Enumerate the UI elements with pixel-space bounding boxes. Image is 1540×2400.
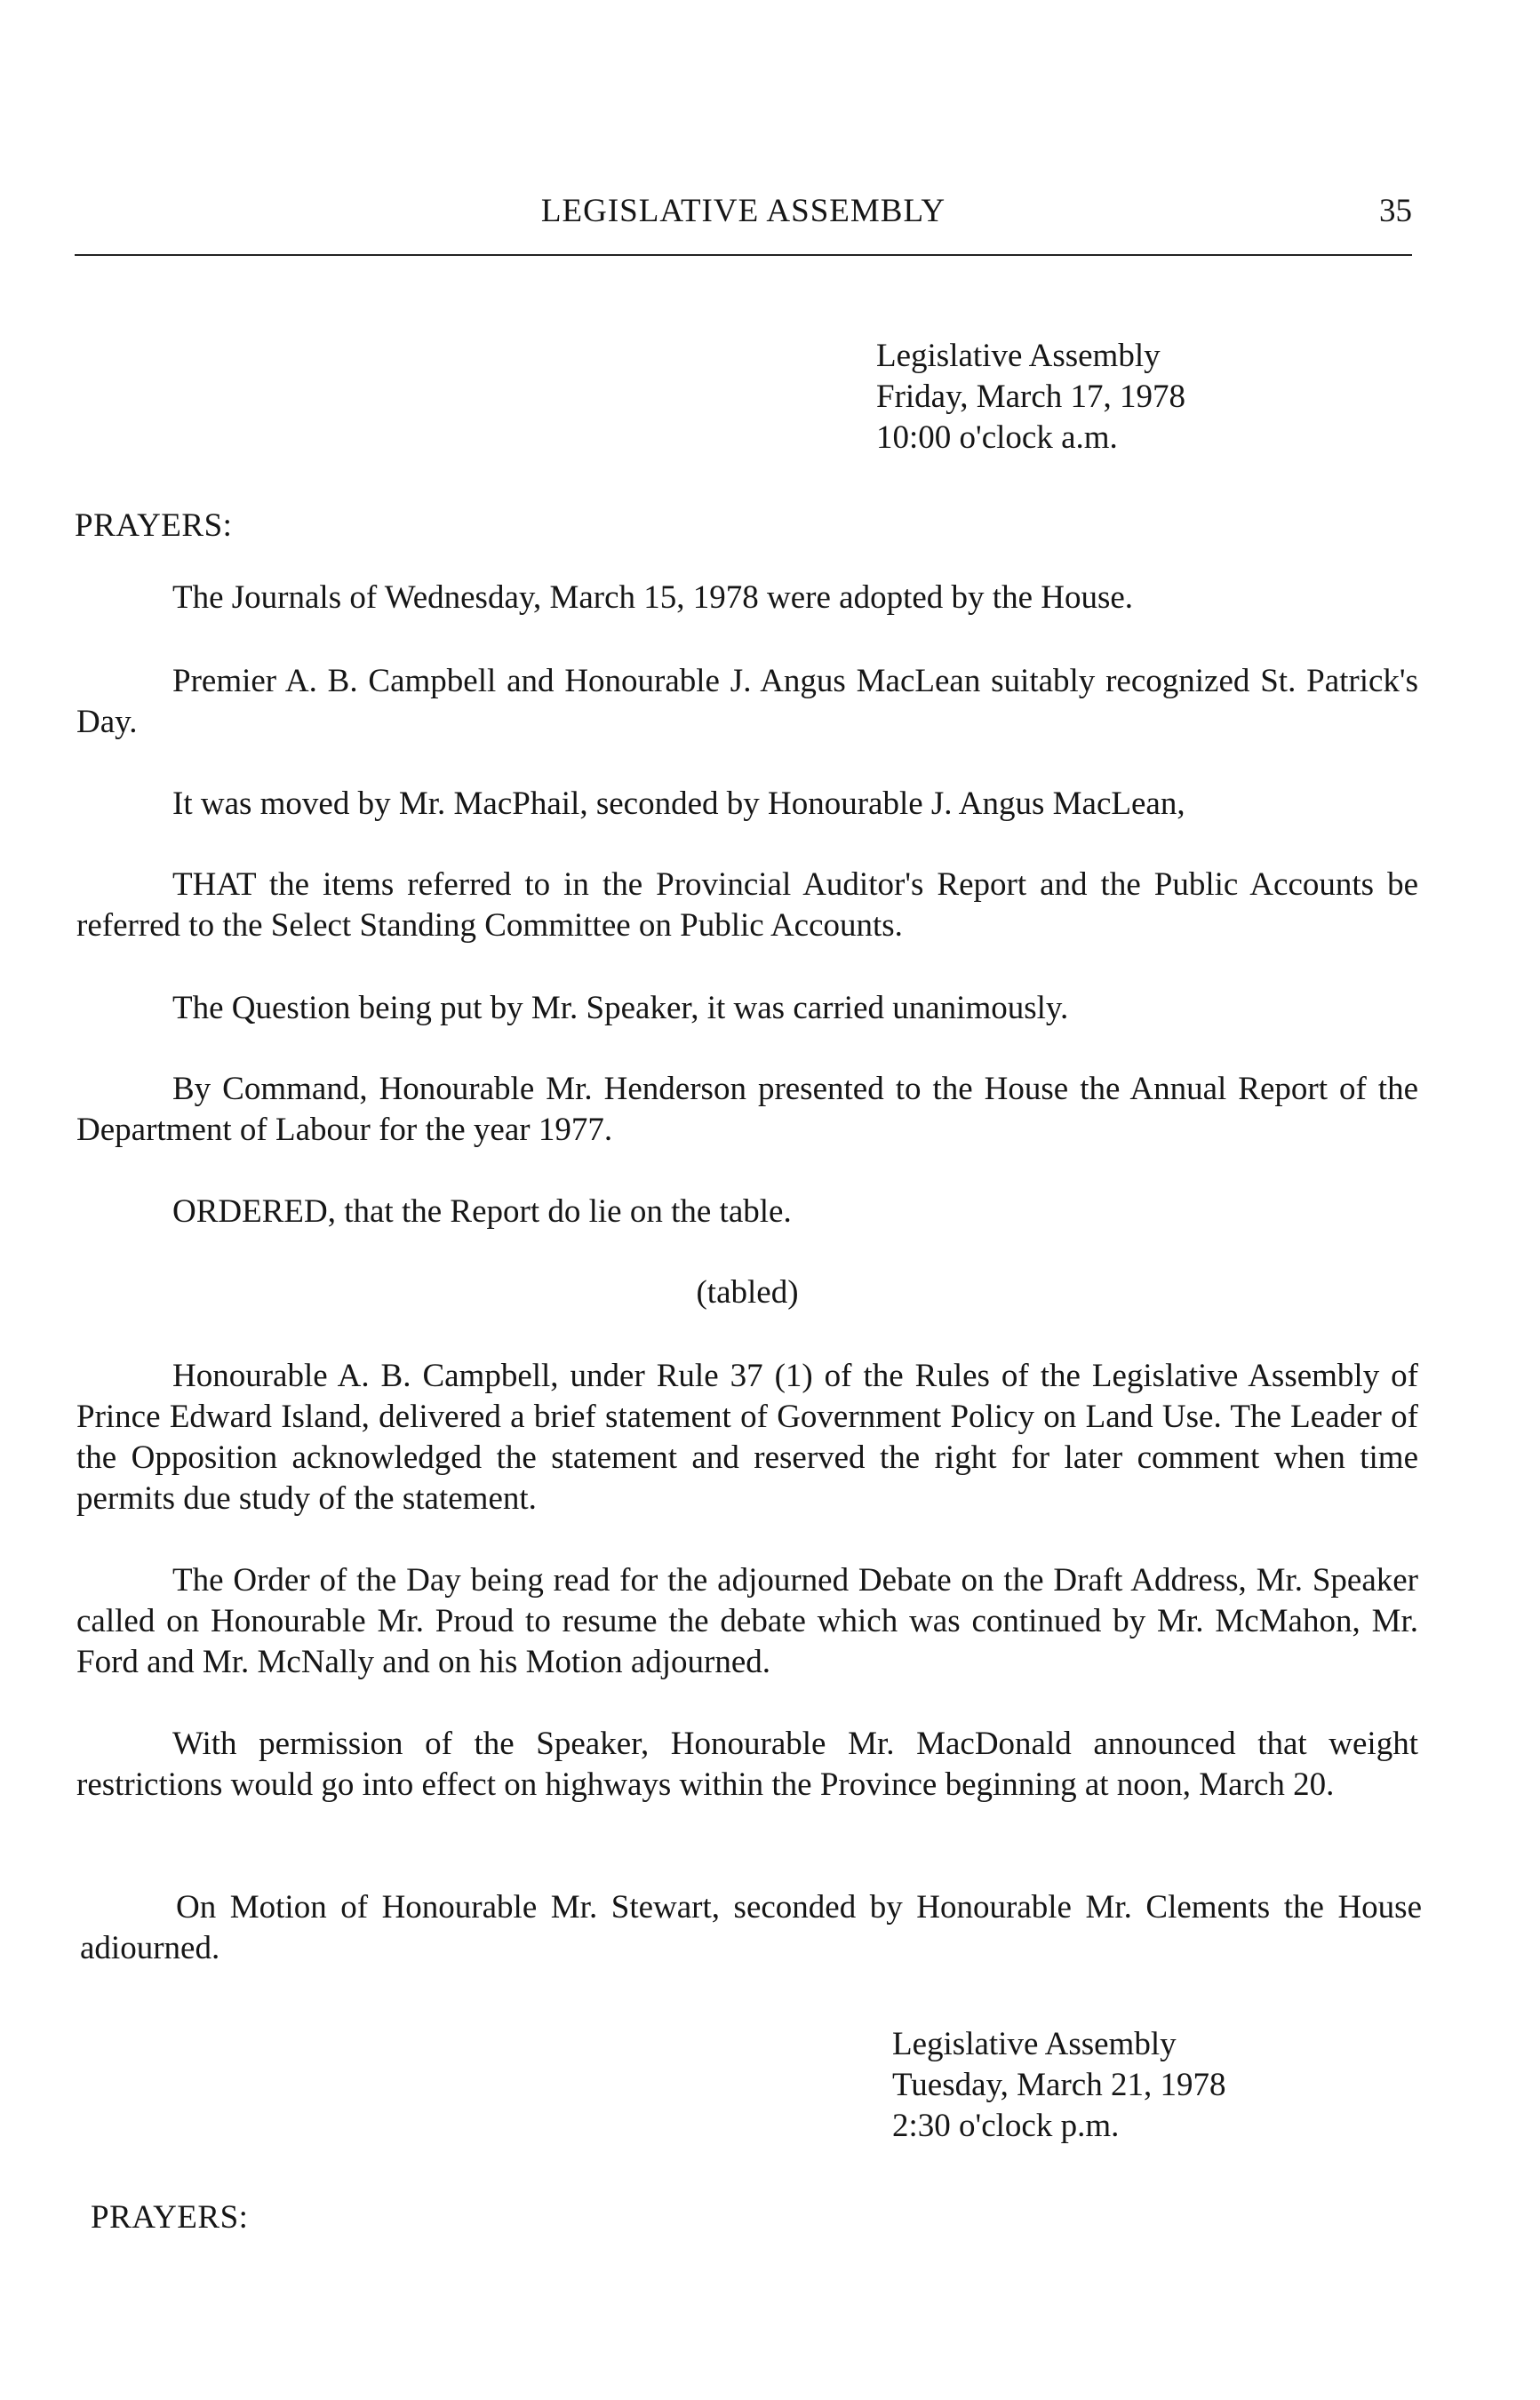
page-header [75,188,1412,235]
session-block-tuesday [892,2024,1225,2147]
paragraph-motion-text: THAT the items referred to in the Provincial Auditor's Report and the Public Accounts be referred to the Select Standing Committee on Public Accounts. [76,866,1418,944]
session-block-friday [876,336,1185,458]
paragraph-st-patricks-day: Premier A. B. Campbell and Honourable J. Angus MacLean suitably recognized St. Patrick's Day. [76,663,1418,740]
paragraph-labour-report: By Command, Honourable Mr. Henderson presented to the House the Annual Report of the Department of Labour for the year 1977. [76,1071,1418,1148]
paragraph-journals-adopted: The Journals of Wednesday, March 15, 1978 were adopted by the House. [172,579,1134,616]
session-date: Tuesday, March 21, 1978 [892,2067,1226,2103]
prayers-heading: PRAYERS: [91,2199,249,2236]
paragraph-weight-restrictions: With permission of the Speaker, Honourable Mr. MacDonald announced that weight restrictions would go into effect on highways within the Province beginning at noon, March 20. [76,1726,1418,1803]
paragraph-house-adjourned: On Motion of Honourable Mr. Stewart, seconded by Honourable Mr. Clements the House adiourned. [80,1889,1422,1966]
tabled-note: (tabled) [696,1274,799,1311]
session-body: Legislative Assembly [876,338,1161,374]
header-rule [75,254,1412,256]
paragraph-ordered: ORDERED, that the Report do lie on the table. [172,1193,792,1230]
header-title: LEGISLATIVE ASSEMBLY [540,193,946,229]
page-number: 35 [1379,193,1412,229]
session-time: 2:30 o'clock p.m. [892,2108,1120,2144]
paragraph-draft-address-debate: The Order of the Day being read for the adjourned Debate on the Draft Address, Mr. Speaker called on Honourable Mr. Proud to resume the debate which was continued by Mr. McMahon, Mr. Ford and Mr. McNally and on his Motion adjourned. [76,1562,1418,1680]
prayers-heading: PRAYERS: [75,507,233,544]
session-date: Friday, March 17, 1978 [876,379,1186,415]
session-time: 10:00 o'clock a.m. [876,419,1118,456]
paragraph-question-carried: The Question being put by Mr. Speaker, it was carried unanimously. [172,990,1069,1026]
session-body: Legislative Assembly [892,2026,1177,2062]
paragraph-motion-moved: It was moved by Mr. MacPhail, seconded by Honourable J. Angus MacLean, [172,785,1185,822]
paragraph-land-use-statement: Honourable A. B. Campbell, under Rule 37 (1) of the Rules of the Legislative Assembly of Prince Edward Island, delivered a brief statement of Government Policy on Land Use. The Leader of the Opposition acknowledged the statement and reserved the right for later comment when time permits due study of the statement. [76,1358,1418,1517]
